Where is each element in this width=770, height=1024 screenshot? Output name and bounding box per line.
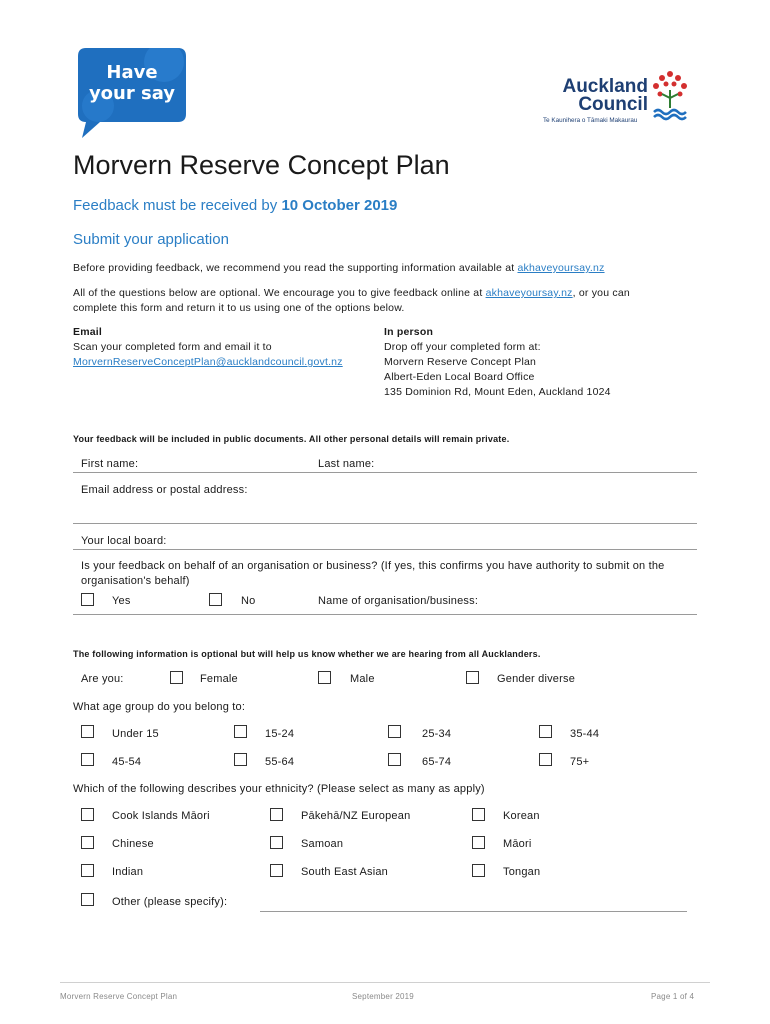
- ethnicity-question: Which of the following describes your ethnicity? (Please select as many as apply): [73, 783, 485, 795]
- gender-diverse-label: Gender diverse: [497, 673, 576, 685]
- deadline-prefix: Feedback must be received by: [73, 197, 278, 214]
- have-your-say-line2: your say: [88, 83, 176, 104]
- eth-pakeha-label: Pākehā/NZ European: [301, 810, 411, 822]
- council-tagline: Te Kaunihera o Tāmaki Makaurau: [543, 117, 638, 124]
- eth-indian-label: Indian: [112, 866, 144, 878]
- female-checkbox[interactable]: [170, 671, 183, 684]
- eth-south-east-asian-label: South East Asian: [301, 866, 388, 878]
- eth-tongan-label: Tongan: [503, 866, 541, 878]
- have-your-say-line1: Have: [106, 62, 158, 83]
- email-instruction: Scan your completed form and email it to: [73, 341, 272, 353]
- page-title: Morvern Reserve Concept Plan: [73, 150, 450, 180]
- age-55-64-checkbox[interactable]: [234, 753, 247, 766]
- email-postal-field-line[interactable]: [73, 523, 697, 524]
- org-no-label: No: [241, 595, 256, 607]
- auckland-council-logo: [542, 70, 702, 126]
- footer-date: September 2019: [352, 992, 414, 1001]
- eth-samoan-checkbox[interactable]: [270, 836, 283, 849]
- first-name-label: First name:: [81, 458, 139, 470]
- age-35-44-checkbox[interactable]: [539, 725, 552, 738]
- pohutukawa-icon: [653, 71, 687, 119]
- age-35-44-label: 35-44: [570, 728, 600, 740]
- org-question-line1: Is your feedback on behalf of an organisation or business? (If yes, this confirms you have authority to submit on the: [81, 560, 665, 572]
- intro-line3: complete this form and return it to us using one of the options below.: [73, 302, 405, 314]
- age-under-15-checkbox[interactable]: [81, 725, 94, 738]
- deadline-date: 10 October 2019: [281, 197, 398, 214]
- privacy-note: Your feedback will be included in public documents. All other personal details will remain private.: [73, 434, 510, 444]
- email-heading: Email: [73, 326, 103, 338]
- deadline-line: [73, 197, 397, 214]
- in-person-line2: Morvern Reserve Concept Plan: [384, 356, 537, 368]
- male-checkbox[interactable]: [318, 671, 331, 684]
- optional-note: The following information is optional but will help us know whether we are hearing from all Aucklanders.: [73, 649, 541, 659]
- in-person-heading: In person: [384, 326, 434, 338]
- org-field-line[interactable]: [73, 614, 697, 615]
- age-75-plus-label: 75+: [570, 756, 590, 768]
- org-question-line2: organisation's behalf): [81, 575, 190, 587]
- eth-tongan-checkbox[interactable]: [472, 864, 485, 877]
- last-name-label: Last name:: [318, 458, 375, 470]
- age-65-74-checkbox[interactable]: [388, 753, 401, 766]
- intro-line1-text: Before providing feedback, we recommend you read the supporting information available at: [73, 262, 515, 274]
- age-15-24-label: 15-24: [265, 728, 295, 740]
- age-under-15-label: Under 15: [112, 728, 159, 740]
- local-board-field-line[interactable]: [73, 549, 697, 550]
- in-person-line1: Drop off your completed form at:: [384, 341, 541, 353]
- email-address-link[interactable]: MorvernReserveConceptPlan@aucklandcouncil.govt.nz: [73, 356, 343, 368]
- eth-other-label: Other (please specify):: [112, 896, 228, 908]
- age-25-34-label: 25-34: [422, 728, 452, 740]
- eth-cook-islands-maori-label: Cook Islands Māori: [112, 810, 210, 822]
- footer-document-name: Morvern Reserve Concept Plan: [60, 992, 178, 1001]
- section-heading: Submit your application: [73, 231, 229, 248]
- age-question: What age group do you belong to:: [73, 701, 246, 713]
- eth-maori-label: Māori: [503, 838, 532, 850]
- female-label: Female: [200, 673, 238, 685]
- org-yes-checkbox[interactable]: [81, 593, 94, 606]
- org-question: [81, 559, 701, 589]
- gender-diverse-checkbox[interactable]: [466, 671, 479, 684]
- council-name-line2: Council: [578, 94, 648, 115]
- eth-other-checkbox[interactable]: [81, 893, 94, 906]
- male-label: Male: [350, 673, 375, 685]
- intro-line2-tail: , or you can: [572, 287, 630, 299]
- email-option: [73, 325, 343, 370]
- org-name-label: Name of organisation/business:: [318, 595, 479, 607]
- org-yes-label: Yes: [112, 595, 131, 607]
- in-person-option: [384, 325, 611, 400]
- intro-line2: [73, 286, 713, 301]
- eth-other-field-line[interactable]: [260, 911, 687, 912]
- eth-cook-islands-maori-checkbox[interactable]: [81, 808, 94, 821]
- age-45-54-checkbox[interactable]: [81, 753, 94, 766]
- eth-maori-checkbox[interactable]: [472, 836, 485, 849]
- in-person-line4: 135 Dominion Rd, Mount Eden, Auckland 1024: [384, 386, 611, 398]
- email-postal-label: Email address or postal address:: [81, 484, 248, 496]
- in-person-line3: Albert-Eden Local Board Office: [384, 371, 535, 383]
- eth-chinese-checkbox[interactable]: [81, 836, 94, 849]
- org-no-checkbox[interactable]: [209, 593, 222, 606]
- age-55-64-label: 55-64: [265, 756, 295, 768]
- eth-korean-label: Korean: [503, 810, 540, 822]
- age-15-24-checkbox[interactable]: [234, 725, 247, 738]
- age-65-74-label: 65-74: [422, 756, 452, 768]
- eth-pakeha-checkbox[interactable]: [270, 808, 283, 821]
- footer-divider: [60, 982, 710, 983]
- eth-samoan-label: Samoan: [301, 838, 344, 850]
- age-25-34-checkbox[interactable]: [388, 725, 401, 738]
- age-45-54-label: 45-54: [112, 756, 142, 768]
- council-name-line1: Auckland: [562, 76, 648, 97]
- age-75-plus-checkbox[interactable]: [539, 753, 552, 766]
- local-board-label: Your local board:: [81, 535, 167, 547]
- are-you-label: Are you:: [81, 673, 124, 685]
- eth-indian-checkbox[interactable]: [81, 864, 94, 877]
- intro-line1: [73, 261, 713, 276]
- eth-korean-checkbox[interactable]: [472, 808, 485, 821]
- intro-line2-text: All of the questions below are optional. We encourage you to give feedback online at: [73, 287, 483, 299]
- eth-chinese-label: Chinese: [112, 838, 154, 850]
- eth-south-east-asian-checkbox[interactable]: [270, 864, 283, 877]
- have-your-say-logo: [78, 48, 186, 138]
- footer-page-number: Page 1 of 4: [651, 992, 695, 1001]
- akhaveyoursay-link[interactable]: akhaveyoursay.nz: [517, 262, 605, 274]
- name-field-line[interactable]: [73, 472, 697, 473]
- akhaveyoursay-link-2[interactable]: akhaveyoursay.nz: [485, 287, 573, 299]
